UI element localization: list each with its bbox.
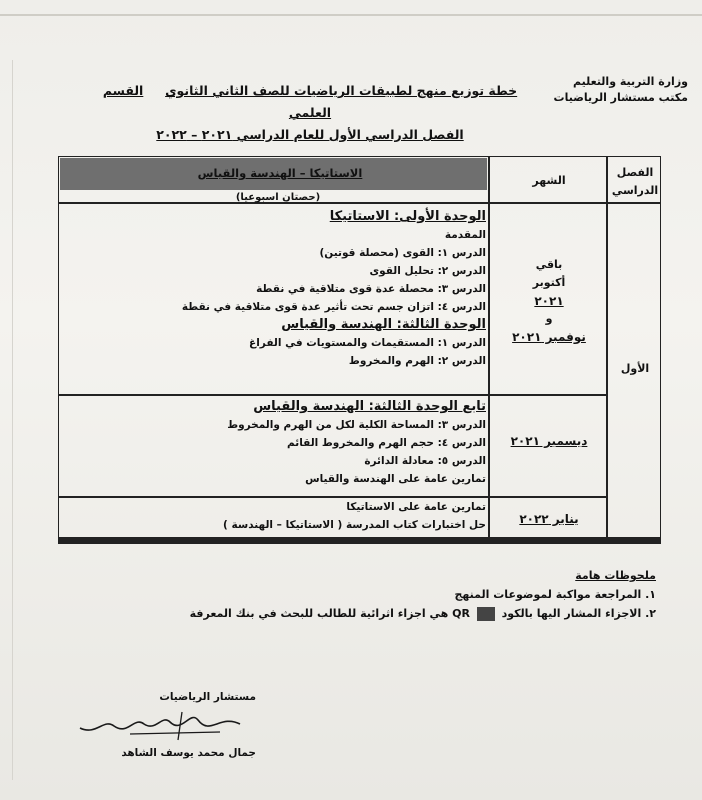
term-column-header: الفصل الدراسي	[611, 166, 659, 197]
unit-title: الوحدة الثالثة: الهندسة والقياس	[281, 317, 486, 332]
lesson-line: الدرس ١: المستقيمات والمستويات في الفراغ	[249, 337, 486, 349]
ministry-name: وزارة التربية والتعليم	[573, 75, 688, 88]
note-text: هي اجزاء اثرائية للطالب للبحث في بنك المعرفة	[189, 607, 449, 620]
lesson-line: الدرس ١: القوى (محصلة قوتين)	[319, 247, 486, 259]
handwritten-signature-icon	[70, 706, 250, 746]
month-line: و	[545, 312, 553, 325]
unit-title: الوحدة الأولى: الاستاتيكا	[329, 209, 486, 224]
month-cell-row1	[494, 256, 604, 346]
term-value: الأول	[620, 362, 650, 375]
note-item: ١. المراجعة مواكبة لموضوعات المنهج	[454, 588, 656, 601]
notes-section	[116, 566, 656, 623]
unit-title: تابع الوحدة الثالثة: الهندسة والقياس	[253, 399, 486, 414]
lesson-line: الدرس ٢: الهرم والمخروط	[348, 355, 486, 367]
month-line: نوفمبر ٢٠٢١	[512, 330, 586, 344]
paper-fold	[0, 14, 702, 16]
col-divider-lessons	[488, 156, 490, 538]
month-cell-row3	[494, 510, 604, 528]
col-divider-month	[606, 156, 608, 538]
title-section: القسم العلمي	[102, 83, 332, 120]
signature-role: مستشار الرياضيات	[159, 691, 256, 703]
month-line: يناير ٢٠٢٢	[519, 512, 579, 526]
lesson-line: تمارين عامة على الاستاتيكا	[346, 501, 486, 513]
qr-code-icon	[477, 607, 495, 621]
lesson-line: الدرس ٣: محصلة عدة قوى متلاقية في نقطة	[256, 283, 486, 295]
lesson-line: الدرس ٤: اتزان جسم تحت تأثير عدة قوى متلاقية في نقطة	[181, 301, 486, 313]
term-line: الفصل الدراسي الأول للعام الدراسي ٢٠٢١ – ٢٠٢٢	[156, 127, 464, 142]
lessons-cell-row3	[66, 498, 486, 534]
note-item	[116, 604, 656, 623]
month-column-header: الشهر	[532, 174, 566, 187]
document-title	[100, 80, 520, 146]
lesson-line: تمارين عامة على الهندسة والقياس	[305, 473, 486, 485]
month-line: أكتوبر	[532, 276, 566, 289]
subject-header-cell	[60, 158, 487, 190]
row-divider-term-header	[606, 202, 661, 204]
intro-line: المقدمة	[444, 229, 486, 241]
lesson-line: الدرس ٢: تحليل القوى	[369, 265, 486, 277]
lesson-line: الدرس ٥: معادلة الدائرة	[364, 455, 486, 467]
curriculum-table	[58, 156, 661, 544]
qr-label: QR	[452, 607, 470, 620]
subject-header: الاستاتيكا – الهندسة والقياس	[197, 166, 363, 180]
lessons-cell-row1	[66, 208, 486, 370]
note-text: ٢. الاجزاء المشار اليها بالكود	[501, 607, 656, 620]
lessons-cell-row2	[66, 398, 486, 488]
lesson-line: الدرس ٤: حجم الهرم والمخروط القائم	[287, 437, 486, 449]
row-divider-1	[58, 394, 606, 396]
table-bottom-bar	[58, 537, 661, 544]
ministry-header	[548, 74, 688, 106]
month-line: باقي	[535, 258, 563, 271]
lesson-line: الدرس ٣: المساحة الكلية لكل من الهرم والمخروط	[227, 419, 486, 431]
weekly-hours: (حصتان اسبوعيا)	[235, 192, 321, 203]
office-name: مكتب مستشار الرياضيات	[553, 91, 688, 104]
month-line: ٢٠٢١	[534, 294, 564, 308]
signature-name: جمال محمد يوسف الشاهد	[121, 747, 256, 759]
month-line: ديسمبر ٢٠٢١	[510, 434, 588, 448]
title-main: خطة توزيع منهج لطبيقات الرياضيات للصف الثاني الثانوي	[165, 83, 518, 98]
notes-title: ملحوظات هامة	[575, 569, 656, 582]
month-cell-row2	[494, 432, 604, 450]
paper-edge	[12, 60, 13, 780]
lesson-line: حل اختبارات كتاب المدرسة ( الاستاتيكا – الهندسة )	[223, 519, 486, 531]
